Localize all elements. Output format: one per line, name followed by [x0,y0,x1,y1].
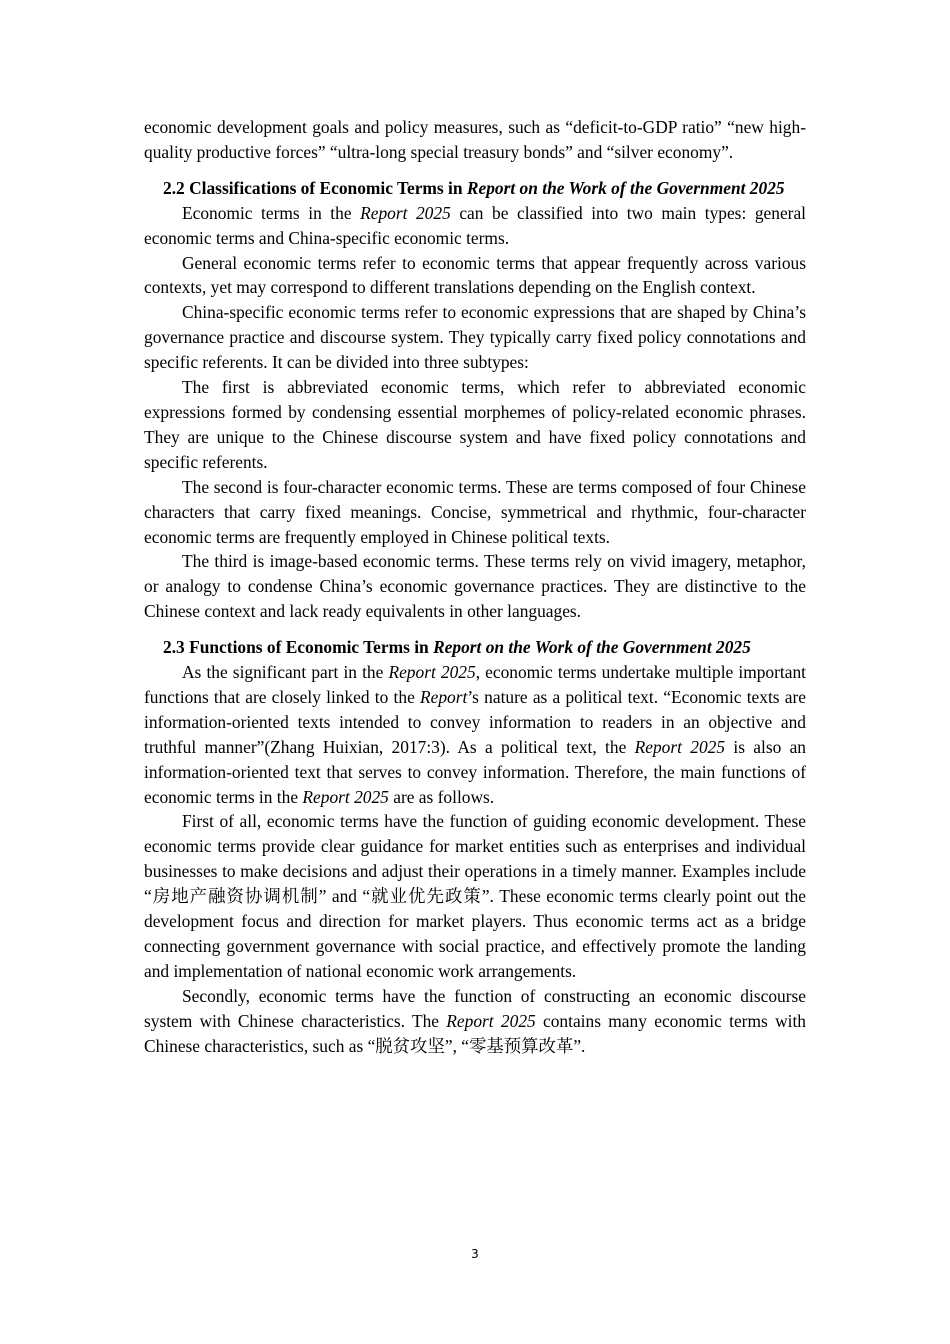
paragraph [144,300,806,375]
paragraph [144,809,806,983]
text-run: ’s nature as a political text. “Economic texts are information-oriented texts intended to convey information to readers in an objective and truthful manner”(Zhang Huixian, 2017:3). As a political text, the [144,686,806,757]
italic-run: Report 2025 [446,1010,536,1031]
text-run: are as follows. [388,786,495,807]
italic-run: Report on the Work of the Government 2025 [466,177,785,198]
text-run: can be classified into two main types: general economic terms and China-specific economic terms. [144,202,807,248]
text-run: is also an information-oriented text that serves to convey information. Therefore, the main functions of economic terms in the [144,736,807,807]
section-heading-2-2 [144,176,806,201]
page-body [144,115,806,1059]
section-heading-2-3 [144,635,806,660]
italic-run: Report on the Work of the Government 2025 [433,637,751,658]
paragraph [144,115,806,165]
page-number: 3 [471,1247,479,1261]
italic-run: Report 2025 [388,662,476,683]
text-run: The first is abbreviated economic terms, which refer to abbreviated economic expressions formed by condensing essential morphemes of policy-related economic phrases. They are unique to the Chinese discourse system and have fixed policy connotations and specific referents. [144,377,806,472]
paragraph [144,475,806,550]
text-run: China-specific economic terms refer to economic expressions that are shaped by China’s governance practice and discourse system. They typically carry fixed policy connotations and specific referents. It can be divided into three subtypes: [144,302,806,373]
text-run: General economic terms refer to economic terms that appear frequently across various contexts, yet may correspond to different translations depending on the English context. [144,252,806,298]
text-run: As the significant part in the [182,662,389,683]
italic-run: Report 2025 [302,786,389,807]
text-run: Economic terms in the [182,202,361,223]
text-run: First of all, economic terms have the function of guiding economic development. These economic terms provide clear guidance for market entities such as enterprises and individual businesses to make decisions and adjust their operations in a timely manner. Examples include “房地产融资协调机制” and “就业优先政策”. These economic terms clearly point out the development focus and direction for market players. Thus economic terms act as a bridge connecting government governance with social practice, and effectively promote the landing and implementation of national economic work arrangements. [144,811,806,981]
text-run: , economic terms undertake multiple important functions that are closely linked to the [144,662,806,707]
text-run: 2.2 Classifications of Economic Terms in [163,177,467,198]
paragraph [144,984,806,1059]
text-run: economic development goals and policy measures, such as “deficit-to-GDP ratio” “new high-quality productive forces” “ultra-long special treasury bonds” and “silver economy”. [144,117,806,162]
text-run: contains many economic terms with Chinese characteristics, such as “脱贫攻坚”, “零基预算改革”. [144,1010,806,1056]
paragraph [144,201,806,251]
text-run: Secondly, economic terms have the function of constructing an economic discourse system with Chinese characteristics. The [144,985,806,1031]
paragraph [144,660,806,809]
text-run: 2.3 Functions of Economic Terms in [163,637,434,658]
paragraph [144,251,806,301]
italic-run: Report 2025 [360,202,451,223]
text-run: The second is four-character economic terms. These are terms composed of four Chinese characters that carry fixed meanings. Concise, symmetrical and rhythmic, four-character economic terms are frequently employed in Chinese political texts. [144,476,806,547]
text-run: The third is image-based economic terms. These terms rely on vivid imagery, metaphor, or analogy to condense China’s economic governance practices. They are distinctive to the Chinese context and lack ready equivalents in other languages. [144,551,806,622]
paragraph [144,549,806,624]
italic-run: Report [420,686,468,707]
italic-run: Report 2025 [634,736,726,757]
paragraph [144,375,806,475]
